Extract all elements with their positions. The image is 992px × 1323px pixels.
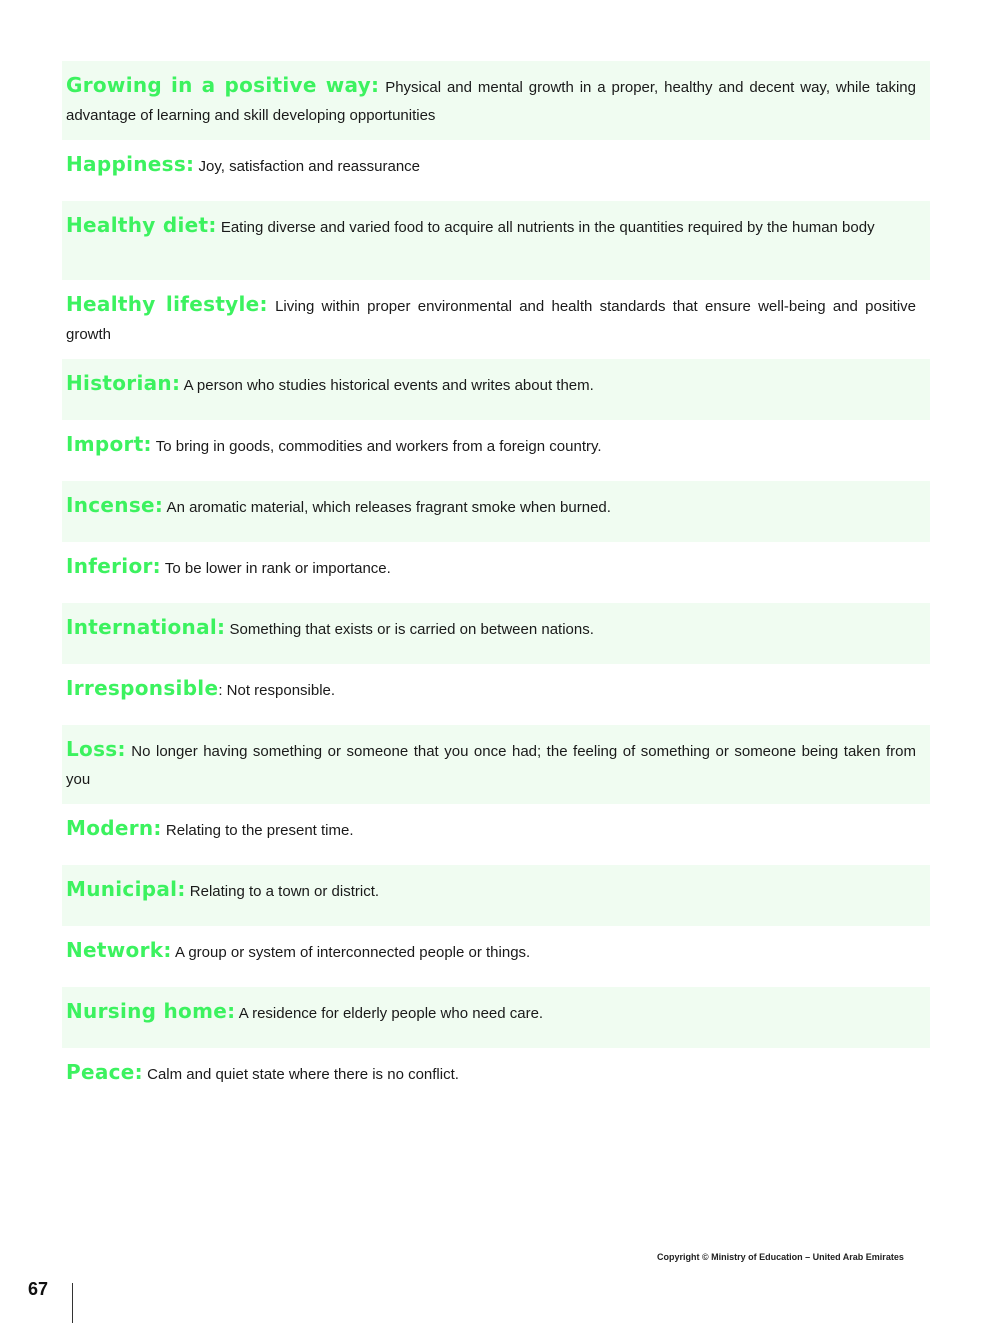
glossary-definition: A group or system of interconnected people or things. (171, 944, 531, 961)
glossary-term: Nursing home: (66, 999, 236, 1023)
glossary-entry (62, 603, 930, 664)
glossary-definition: Relating to the present time. (161, 822, 354, 839)
glossary-term: Healthy diet: (66, 213, 217, 237)
glossary-entry (62, 542, 930, 603)
glossary-term: Municipal: (66, 877, 186, 901)
glossary-term: Import: (66, 432, 152, 456)
glossary-entry (62, 804, 930, 865)
copyright-notice: Copyright © Ministry of Education – United Arab Emirates (657, 1252, 904, 1262)
glossary-entry (62, 481, 930, 542)
glossary-definition: To be lower in rank or importance. (160, 560, 391, 577)
glossary-definition: Physical and mental growth in a proper, healthy and decent way, while taking advantage of learning and skill developing opportunities (66, 79, 916, 124)
glossary-definition: A person who studies historical events and writes about them. (180, 377, 594, 394)
glossary-definition: Joy, satisfaction and reassurance (194, 158, 421, 175)
glossary-entry (62, 865, 930, 926)
glossary-entry (62, 987, 930, 1048)
glossary-entry (62, 664, 930, 725)
glossary-term: Peace: (66, 1060, 143, 1084)
glossary-entry (62, 926, 930, 987)
glossary-definition: Something that exists or is carried on between nations. (225, 621, 594, 638)
glossary-term: Network: (66, 938, 172, 962)
glossary-definition: Eating diverse and varied food to acquire all nutrients in the quantities required by the human body (216, 219, 875, 236)
glossary-definition: To bring in goods, commodities and workers from a foreign country. (151, 438, 602, 455)
glossary-entry (62, 140, 930, 201)
glossary-entry (62, 1048, 930, 1109)
glossary-term: Loss: (66, 737, 126, 761)
glossary-definition: No longer having something or someone that you once had; the feeling of something or someone being taken from you (66, 743, 916, 788)
glossary-term: Modern: (66, 816, 162, 840)
glossary-entry (62, 420, 930, 481)
glossary-term: Inferior: (66, 554, 161, 578)
glossary-term: International: (66, 615, 226, 639)
glossary-definition: A residence for elderly people who need care. (235, 1005, 544, 1022)
glossary-term: Healthy lifestyle: (66, 292, 268, 316)
glossary-entry (62, 61, 930, 140)
glossary-entry (62, 201, 930, 280)
glossary-term: Happiness: (66, 152, 195, 176)
glossary-entry (62, 280, 930, 359)
glossary-term: Irresponsible (66, 676, 219, 700)
glossary-term: Historian: (66, 371, 181, 395)
glossary-definition: : Not responsible. (218, 682, 336, 699)
glossary-entry (62, 725, 930, 804)
page-number: 67 (28, 1279, 49, 1299)
glossary-definition: An aromatic material, which releases fragrant smoke when burned. (163, 499, 611, 516)
glossary-entry (62, 359, 930, 420)
glossary-term: Incense: (66, 493, 164, 517)
page-number-divider (72, 1283, 73, 1323)
glossary-list (62, 61, 930, 1109)
glossary-definition: Calm and quiet state where there is no conflict. (142, 1066, 459, 1083)
glossary-definition: Living within proper environmental and health standards that ensure well-being and positive growth (66, 298, 917, 343)
glossary-term: Growing in a positive way: (66, 73, 380, 97)
glossary-definition: Relating to a town or district. (185, 883, 380, 900)
